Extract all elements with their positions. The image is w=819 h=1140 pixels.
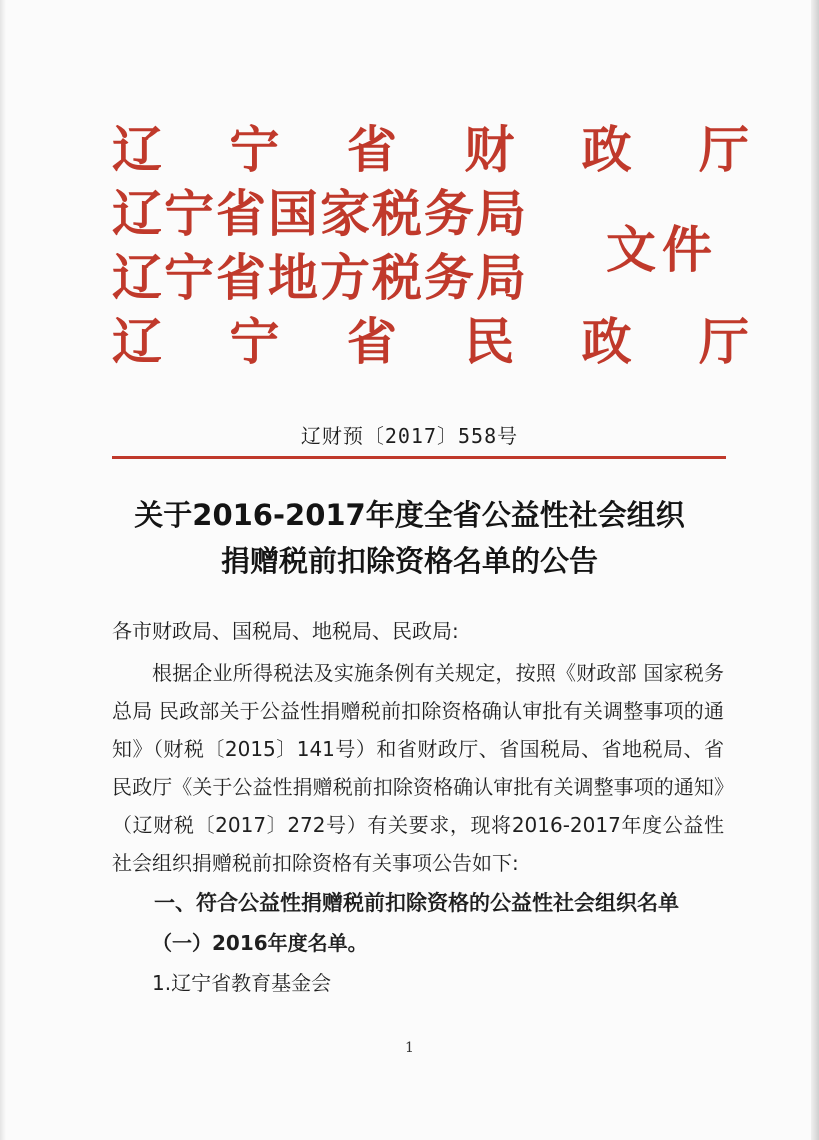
list-item: 1.辽宁省教育基金会: [152, 971, 332, 995]
title-line-2: 捐赠税前扣除资格名单的公告: [220, 544, 598, 578]
title-line-1: 关于2016-2017年度全省公益性社会组织: [134, 498, 685, 532]
document-label: 文件: [606, 221, 718, 279]
issuer-state-tax-bureau: 辽宁省国家税务局: [112, 185, 528, 243]
document-title: [0, 492, 819, 584]
issuer-finance-dept: 辽 宁 省 财 政 厅: [112, 121, 775, 179]
section-heading-1: 一、符合公益性捐赠税前扣除资格的公益性社会组织名单: [154, 891, 679, 915]
issuer-civil-affairs-dept: 辽 宁 省 民 政 厅: [112, 313, 775, 371]
document-number: 辽财预〔2017〕558号: [300, 424, 519, 448]
issuer-local-tax-bureau: 辽宁省地方税务局: [112, 249, 528, 307]
subsection-heading-1: （一）2016年度名单。: [152, 931, 368, 955]
red-divider: [112, 456, 726, 459]
intro-paragraph: 根据企业所得税法及实施条例有关规定，按照《财政部 国家税务总局 民政部关于公益性捐赠税前扣除资格确认审批有关调整事项的通知》（财税〔2015〕141号）和省财政厅、省国税局、省地税局、省民政厅《关于公益性捐赠税前扣除资格确认审批有关调整事项的通知》（辽财税〔2017〕272号）有关要求，现将2016-2017年度公益性社会组织捐赠税前扣除资格有关事项公告如下:: [112, 661, 724, 875]
document-body: [112, 612, 724, 1002]
salutation: 各市财政局、国税局、地税局、民政局:: [112, 619, 459, 643]
page-number: 1: [405, 1040, 414, 1056]
